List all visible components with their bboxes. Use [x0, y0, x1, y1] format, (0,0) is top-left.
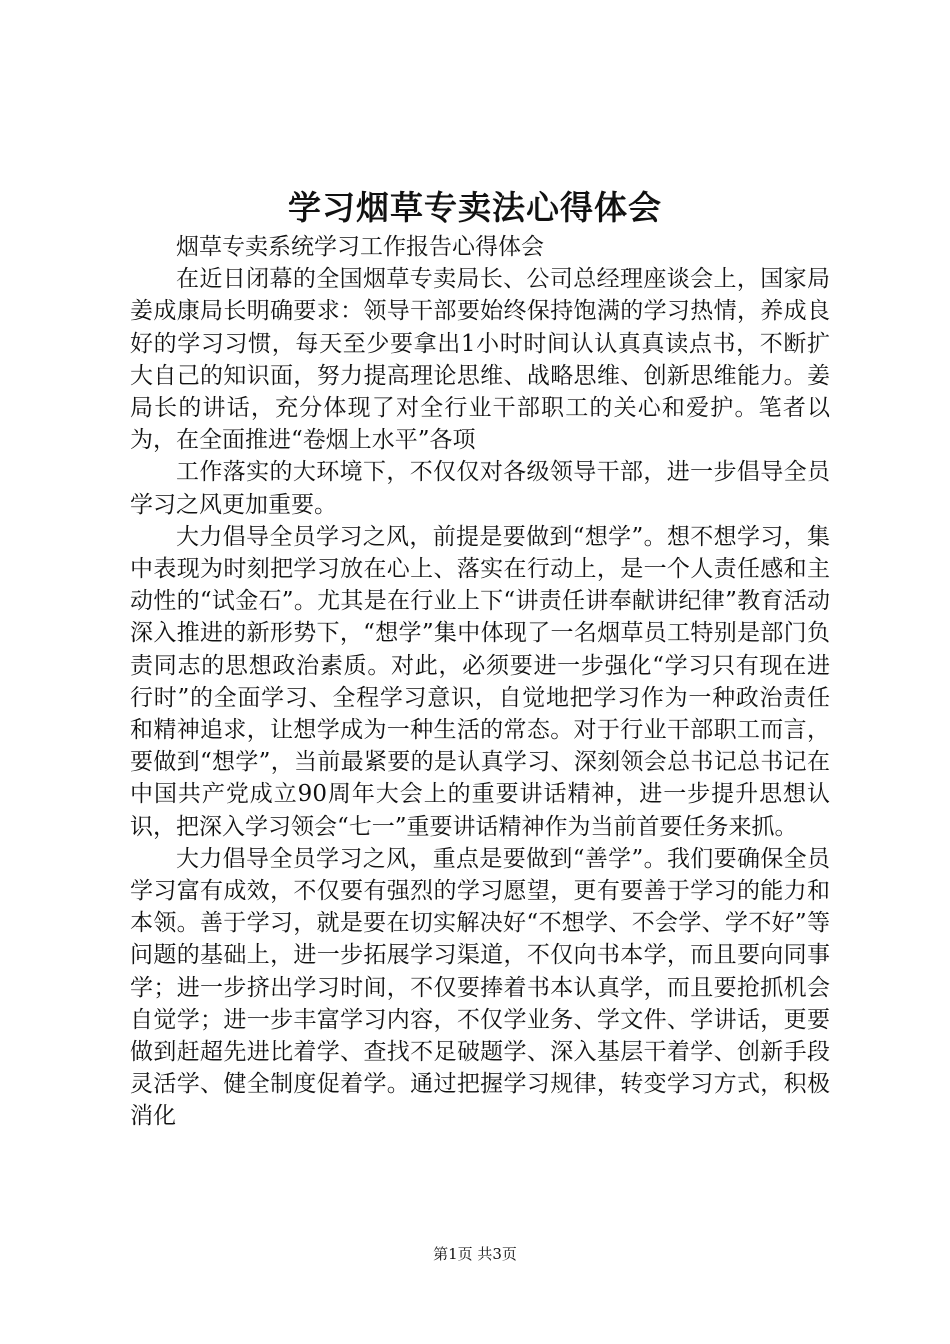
paragraph: 烟草专卖系统学习工作报告心得体会 [176, 234, 544, 260]
paragraph: 工作落实的大环境下，不仅仅对各级领导干部，进一步倡导全员学习之风更加重要。 [130, 459, 830, 518]
page-number-footer: 第1页 共3页 [433, 1245, 517, 1263]
paragraph: 在近日闭幕的全国烟草专卖局长、公司总经理座谈会上，国家局姜成康局长明确要求：领导干部要始终保持饱满的学习热情，养成良好的学习习惯，每天至少要拿出1小时时间认认真真读点书，不断扩大自己的知识面，努力提高理论思维、战略思维、创新思维能力。姜局长的讲话，充分体现了对全行业干部职工的关心和爱护。笔者以为，在全面推进“卷烟上水平”各项 [130, 266, 830, 454]
document-body [130, 231, 830, 1133]
document-title: 学习烟草专卖法心得体会 [288, 188, 662, 227]
paragraph: 大力倡导全员学习之风，重点是要做到“善学”。我们要确保全员学习富有成效，不仅要有强烈的学习愿望，更有要善于学习的能力和本领。善于学习，就是要在切实解决好“不想学、不会学、学不好”等问题的基础上，进一步拓展学习渠道，不仅向书本学，而且要向同事学；进一步挤出学习时间，不仅要捧着书本认真学，而且要抢抓机会自觉学；进一步丰富学习内容，不仅学业务、学文件、学讲话，更要做到赶超先进比着学、查找不足破题学、深入基层干着学、创新手段灵活学、健全制度促着学。通过把握学习规律，转变学习方式，积极消化 [130, 845, 830, 1130]
paragraph: 大力倡导全员学习之风，前提是要做到“想学”。想不想学习，集中表现为时刻把学习放在心上、落实在行动上，是一个人责任感和主动性的“试金石”。尤其是在行业上下“讲责任讲奉献讲纪律”教育活动深入推进的新形势下，“想学”集中体现了一名烟草员工特别是部门负责同志的思想政治素质。对此，必须要进一步强化“学习只有现在进行时”的全面学习、全程学习意识，自觉地把学习作为一种政治责任和精神追求，让想学成为一种生活的常态。对于行业干部职工而言，要做到“想学”，当前最紧要的是认真学习、深刻领会总书记总书记在中国共产党成立90周年大会上的重要讲话精神，进一步提升思想认识，把深入学习领会“七一”重要讲话精神作为当前首要任务来抓。 [130, 523, 830, 840]
